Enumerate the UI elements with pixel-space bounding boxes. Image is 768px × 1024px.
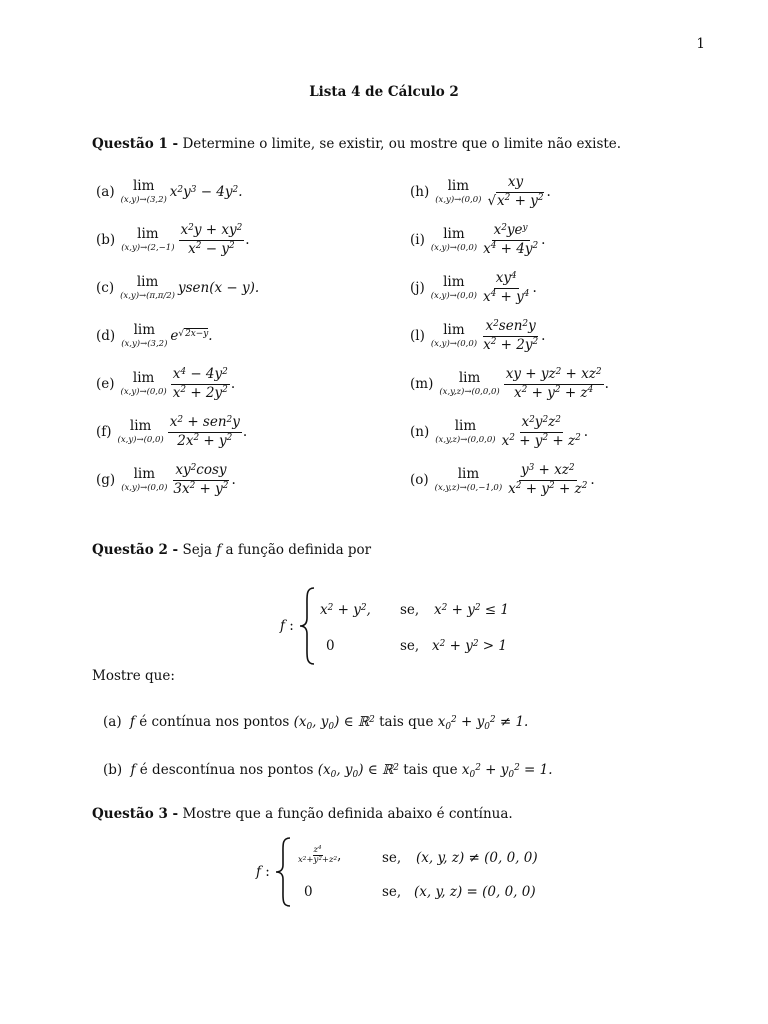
item-label: (c) xyxy=(96,280,115,296)
case-1-condition: (x, y, z) ≠ (0, 0, 0) xyxy=(416,850,538,866)
limit-expression: $\frac{xy + yz^2 + xz^2}{x^2 + y^2 + z^4}$ xyxy=(505,365,602,401)
q2-item-b: (b) f é descontínua nos pontos ($x_0$, $y_0$) ∈ ℝ$^2$ tais que $x_0^2 + y_0^2 = 1$. xyxy=(103,762,553,780)
question-2-text: a função definida por xyxy=(225,542,372,558)
q1-item-d xyxy=(96,316,259,356)
case-2-condition: $x^2 + y^2 > 1$ xyxy=(432,638,507,654)
limit-operator: lim (x,y,z)→(0,0,0) xyxy=(435,418,496,445)
question-1-text: Determine o limite, se existir, ou mostre que o limite não existe. xyxy=(182,136,622,152)
question-3-text: Mostre que a função definida abaixo é contínua. xyxy=(182,806,513,822)
q1-item-a xyxy=(96,172,259,212)
item-text: é contínua nos pontos xyxy=(139,714,290,730)
q1-item-o: (o) lim (x,y,z)→(0,−1,0) $\frac{y^3 + xz^2}{x^2 + y^2 + z^2}$ . xyxy=(410,461,595,497)
case-2-se: se, xyxy=(382,884,402,900)
item-label: (f) xyxy=(96,424,112,440)
limit-operator: lim (x,y)→(0,0) xyxy=(120,370,167,397)
limit-operator: lim (x,y)→(π,π/2) xyxy=(120,274,175,301)
case-1-value: $\frac{z^4}{x^2+y^2+z^2}$ , xyxy=(298,845,342,866)
item-label: (l) xyxy=(410,328,425,344)
limit-expression: $\frac{x^2y + xy^2}{x^2 - y^2}$ xyxy=(180,221,243,257)
item-text: tais que xyxy=(379,714,434,730)
q1-item-m: (m) lim (x,y,z)→(0,0,0) $\frac{xy + yz^2 + xz^2}{x^2 + y^2 + z^4}$ . xyxy=(410,365,609,401)
piecewise-function-q3 xyxy=(0,834,768,914)
q1-item-f: (f) lim (x,y)→(0,0) $\frac{x^2 + sen^2y}{2x^2 + y^2}$ . xyxy=(96,413,248,449)
limit-expression: ysen(x − y). xyxy=(177,280,260,296)
limit-operator: lim (x,y)→(3,2) xyxy=(121,322,168,349)
piecewise-function-q2 xyxy=(0,580,768,670)
limit-expression: $\frac{x^2ye^y}{x^4 + 4y^2}$ xyxy=(483,221,539,257)
question-2-heading xyxy=(92,542,371,558)
point-expression: ($x_0$, $y_0$) ∈ ℝ$^2$ xyxy=(317,762,399,780)
item-label: (b) xyxy=(96,232,116,248)
limit-operator: lim (x,y,z)→(0,0,0) xyxy=(439,370,500,397)
limit-expression: $\frac{xy^2\cos y}{3x^2 + y^2}$ xyxy=(173,461,229,497)
q1-item-i: (i) lim (x,y)→(0,0) $\frac{x^2ye^y}{x^4 + 4y^2}$ . xyxy=(410,221,546,257)
limit-expression: $\frac{y^3 + xz^2}{x^2 + y^2 + z^2}$ xyxy=(508,461,588,497)
item-label: (g) xyxy=(96,472,116,488)
q1-item-e: (e) lim (x,y)→(0,0) $\frac{x^4 - 4y^2}{x^2 + 2y^2}$ . xyxy=(96,365,236,401)
limit-expression: $e^{√2x-y}$. xyxy=(170,328,213,344)
item-label: (e) xyxy=(96,376,115,392)
q1-item-l: (l) lim (x,y)→(0,0) $\frac{x^2sen^2y}{x^2 + 2y^2}$ . xyxy=(410,317,546,353)
page-number: 1 xyxy=(696,36,705,52)
item-label: (b) xyxy=(103,762,123,778)
q1-item-j: (j) lim (x,y)→(0,0) $\frac{xy^4}{x^4 + y^4}$ . xyxy=(410,269,537,305)
limit-expression: $\frac{xy^4}{x^4 + y^4}$ xyxy=(482,269,530,305)
item-label: (o) xyxy=(410,472,429,488)
case-2-condition: (x, y, z) = (0, 0, 0) xyxy=(414,884,536,900)
limit-operator: lim (x,y)→(0,0) xyxy=(430,322,478,349)
function-lhs: f : xyxy=(280,618,294,634)
item-text: é descontínua nos pontos xyxy=(139,762,314,778)
limit-expression: $\frac{x^2sen^2y}{x^2 + 2y^2}$ xyxy=(483,317,539,353)
question-1-heading xyxy=(92,136,621,152)
item-text: tais que xyxy=(403,762,458,778)
question-1-label: Questão 1 - xyxy=(92,136,179,152)
case-2-value: 0 xyxy=(326,638,335,654)
q2-item-a: (a) f é contínua nos pontos ($x_0$, $y_0$) ∈ ℝ$^2$ tais que $x_0^2 + y_0^2 \ne 1$. xyxy=(103,714,529,732)
item-label: (d) xyxy=(96,328,116,344)
point-expression: ($x_0$, $y_0$) ∈ ℝ$^2$ xyxy=(293,714,375,732)
item-label: (a) xyxy=(96,184,115,200)
q1-left-column xyxy=(96,172,259,500)
item-label: (i) xyxy=(410,232,425,248)
question-2-text: Seja xyxy=(182,542,212,558)
mostre-que-text: Mostre que: xyxy=(92,668,175,684)
q1-right-column xyxy=(410,172,609,500)
item-label: (a) xyxy=(103,714,122,730)
case-1-se: se, xyxy=(400,602,420,618)
item-label: (h) xyxy=(410,184,430,200)
limit-operator: lim (x,y)→(2,−1) xyxy=(121,226,175,253)
limit-operator: lim (x,y)→(0,0) xyxy=(435,178,482,205)
q1-item-g: (g) lim (x,y)→(0,0) $\frac{xy^2\cos y}{3x^2 + y^2}$ . xyxy=(96,461,236,497)
case-2-value: 0 xyxy=(304,884,313,900)
limit-expression: $x^2y^3 - 4y^2$. xyxy=(169,184,243,200)
function-lhs: f : xyxy=(256,864,270,880)
q1-item-b: (b) lim (x,y)→(2,−1) $\frac{x^2y + xy^2}{x^2 - y^2}$ . xyxy=(96,221,250,257)
condition-expression: $x_0^2 + y_0^2 \ne 1$. xyxy=(437,714,529,732)
case-2-se: se, xyxy=(400,638,420,654)
limit-expression: $\frac{xy}{√x^2 + y^2}$ xyxy=(487,173,544,209)
item-label: (m) xyxy=(410,376,434,392)
question-2-label: Questão 2 - xyxy=(92,542,179,558)
case-1-value: $x^2 + y^2$, xyxy=(320,602,371,618)
question-3-label: Questão 3 - xyxy=(92,806,179,822)
limit-operator: lim (x,y)→(0,0) xyxy=(117,418,164,445)
item-label: (n) xyxy=(410,424,430,440)
limit-expression: $\frac{x^2 + sen^2y}{2x^2 + y^2}$ xyxy=(169,413,240,449)
case-1-se: se, xyxy=(382,850,402,866)
question-3-heading xyxy=(92,806,513,822)
q1-item-n: (n) lim (x,y,z)→(0,0,0) $\frac{x^2y^2z^2}{x^2 + y^2 + z^2}$ . xyxy=(410,413,589,449)
limit-operator: lim (x,y)→(0,0) xyxy=(121,466,168,493)
left-brace-icon xyxy=(298,586,316,666)
limit-expression: $\frac{x^2y^2z^2}{x^2 + y^2 + z^2}$ xyxy=(501,413,581,449)
q1-item-h: (h) lim (x,y)→(0,0) $\frac{xy}{√x^2 + y^2}$ . xyxy=(410,173,551,209)
limit-operator: lim (x,y)→(0,0) xyxy=(430,274,477,301)
function-symbol: f xyxy=(216,542,222,558)
left-brace-icon xyxy=(274,836,292,908)
q1-item-c xyxy=(96,268,259,308)
item-label: (j) xyxy=(410,280,425,296)
limit-expression: $\frac{x^4 - 4y^2}{x^2 + 2y^2}$ xyxy=(172,365,228,401)
limit-operator: lim (x,y)→(0,0) xyxy=(430,226,478,253)
document-title: Lista 4 de Cálculo 2 xyxy=(309,84,459,100)
limit-operator: lim (x,y)→(3,2) xyxy=(120,178,167,205)
limit-operator: lim (x,y,z)→(0,−1,0) xyxy=(434,466,503,493)
condition-expression: $x_0^2 + y_0^2 = 1$. xyxy=(461,762,553,780)
case-1-condition: $x^2 + y^2 \le 1$ xyxy=(434,602,509,618)
